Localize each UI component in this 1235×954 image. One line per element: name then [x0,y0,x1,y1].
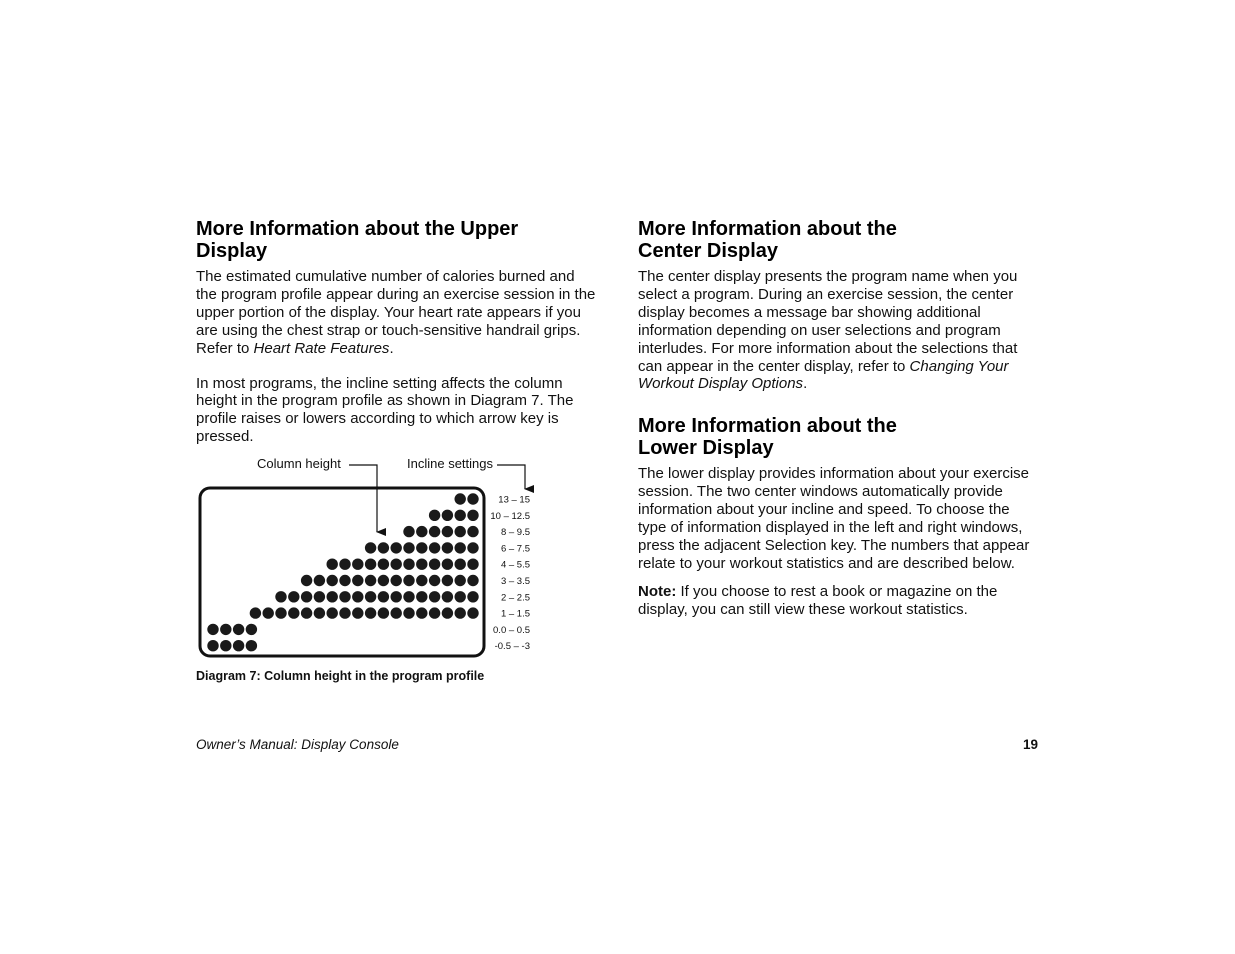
profile-dot [455,493,466,504]
profile-dot [288,607,299,618]
profile-dot [416,559,427,570]
profile-dot [365,542,376,553]
profile-dot [455,542,466,553]
profile-dot [339,575,350,586]
incline-level-label: 4 – 5.5 [500,559,530,571]
profile-dot [301,591,312,602]
profile-dot [327,607,338,618]
profile-dot [442,542,453,553]
profile-dot [378,591,389,602]
profile-dot [365,607,376,618]
profile-dot [246,624,257,635]
profile-dot [467,526,478,537]
incline-level-label: 3 – 3.5 [500,576,530,587]
profile-dot [250,607,261,618]
profile-dot [442,607,453,618]
profile-dot [391,575,402,586]
profile-dot [416,542,427,553]
profile-dot [378,575,389,586]
profile-dot [391,591,402,602]
profile-dot [327,575,338,586]
profile-dot [429,559,440,570]
program-profile-diagram [195,452,540,662]
profile-dot [416,526,427,537]
profile-dot [352,575,363,586]
profile-dots [207,493,478,651]
profile-dot [403,526,414,537]
incline-level-labels [490,495,530,653]
profile-dot [429,575,440,586]
center-display-heading: More Information about the Center Display [638,218,897,262]
column-height-pointer [349,465,377,532]
profile-dot [301,607,312,618]
profile-dot [403,591,414,602]
profile-dot [352,607,363,618]
right-column [638,218,1038,629]
incline-level-label: 2 – 2.5 [500,592,530,604]
profile-dot [327,559,338,570]
profile-dot [378,542,389,553]
profile-dot [352,591,363,602]
profile-dot [339,591,350,602]
profile-dot [455,559,466,570]
lower-display-note: Note: If you choose to rest a book or magazine on the display, you can still view these workout statistics. [638,582,998,618]
profile-dot [467,542,478,553]
profile-dot [391,559,402,570]
profile-dot [275,591,286,602]
profile-dot [442,526,453,537]
incline-level-label: 8 – 9.5 [500,527,530,539]
lower-display-paragraph: The lower display provides information about your exercise session. The two center windows automatically provide information about your incline and speed. To choose the type of information displayed in the left and right windows, press the adjacent Selection key. The numbers that appear relate to your workout statistics and are described below. [638,465,1030,572]
center-display-paragraph: The center display presents the program name when you select a program. During an exercise session, the center display becomes a message bar showing additional information depending on user selections and program interludes. For more information about the selections that can appear in the center display, refer to Changing Your Workout Display Options. [638,268,1018,393]
incline-level-label: 0.0 – 0.5 [493,624,530,636]
page-number: 19 [1022,737,1038,752]
profile-dot [220,640,231,651]
profile-dot [429,510,440,521]
incline-settings-pointer [497,465,525,489]
profile-dot [403,542,414,553]
profile-dot [220,624,231,635]
profile-dot [391,542,402,553]
footer-manual-title: Owner’s Manual: Display Console [196,737,399,752]
profile-dot [275,607,286,618]
profile-dot [365,591,376,602]
profile-dot [467,607,478,618]
incline-level-label: 13 – 15 [498,494,530,506]
profile-dot [442,575,453,586]
profile-dot [429,591,440,602]
profile-dot [327,591,338,602]
diagram-caption: Diagram 7: Column height in the program profile [196,669,485,683]
profile-dot [314,607,325,618]
profile-dot [429,607,440,618]
profile-dot [403,575,414,586]
profile-dot [455,591,466,602]
lower-display-heading: More Information about the Lower Display [638,415,897,460]
profile-display-graphic [195,452,540,662]
profile-dot [233,640,244,651]
profile-dot [467,575,478,586]
upper-display-paragraph-1: The estimated cumulative number of calories burned and the program profile appear during an exercise session in the upper portion of the display. Your heart rate appears if you are using the chest strap or touch-sensitive handrail grips. Refer to Heart Rate Features. [196,268,596,357]
profile-dot [416,607,427,618]
profile-dot [455,607,466,618]
profile-dot [455,510,466,521]
heart-rate-features-reference: Heart Rate Features [253,339,390,357]
profile-dot [403,607,414,618]
note-label: Note: [638,582,677,600]
profile-dot [314,591,325,602]
profile-dot [365,559,376,570]
profile-dot [403,559,414,570]
profile-dot [442,559,453,570]
profile-dot [467,591,478,602]
incline-level-label: 10 – 12.5 [490,510,530,522]
profile-dot [301,575,312,586]
profile-dot [442,591,453,602]
profile-dot [207,640,218,651]
incline-level-label: 6 – 7.5 [500,543,530,555]
profile-dot [378,607,389,618]
incline-settings-label: Incline settings [407,456,493,471]
profile-dot [339,559,350,570]
profile-dot [429,526,440,537]
profile-dot [207,624,218,635]
profile-dot [391,607,402,618]
profile-dot [429,542,440,553]
incline-level-label: -0.5 – -3 [494,641,530,653]
profile-dot [467,559,478,570]
profile-dot [352,559,363,570]
left-column [196,218,596,456]
upper-display-paragraph-2: In most programs, the incline setting affects the column height in the program profile as shown in Diagram 7. The profile raises or lowers according to which arrow key is pressed. [196,374,574,446]
profile-dot [455,526,466,537]
profile-dot [467,493,478,504]
incline-level-label: 1 – 1.5 [500,608,530,620]
profile-dot [314,575,325,586]
profile-dot [246,640,257,651]
profile-dot [442,510,453,521]
profile-dot [365,575,376,586]
workout-display-options-reference: Changing Your Workout Display Options [638,357,1009,393]
profile-dot [378,559,389,570]
profile-dot [263,607,274,618]
profile-dot [339,607,350,618]
profile-dot [233,624,244,635]
profile-dot [416,575,427,586]
profile-dot [416,591,427,602]
profile-dot [467,510,478,521]
profile-dot [455,575,466,586]
column-height-label: Column height [257,456,341,471]
profile-dot [288,591,299,602]
upper-display-heading: More Information about the Upper Display [196,218,519,262]
